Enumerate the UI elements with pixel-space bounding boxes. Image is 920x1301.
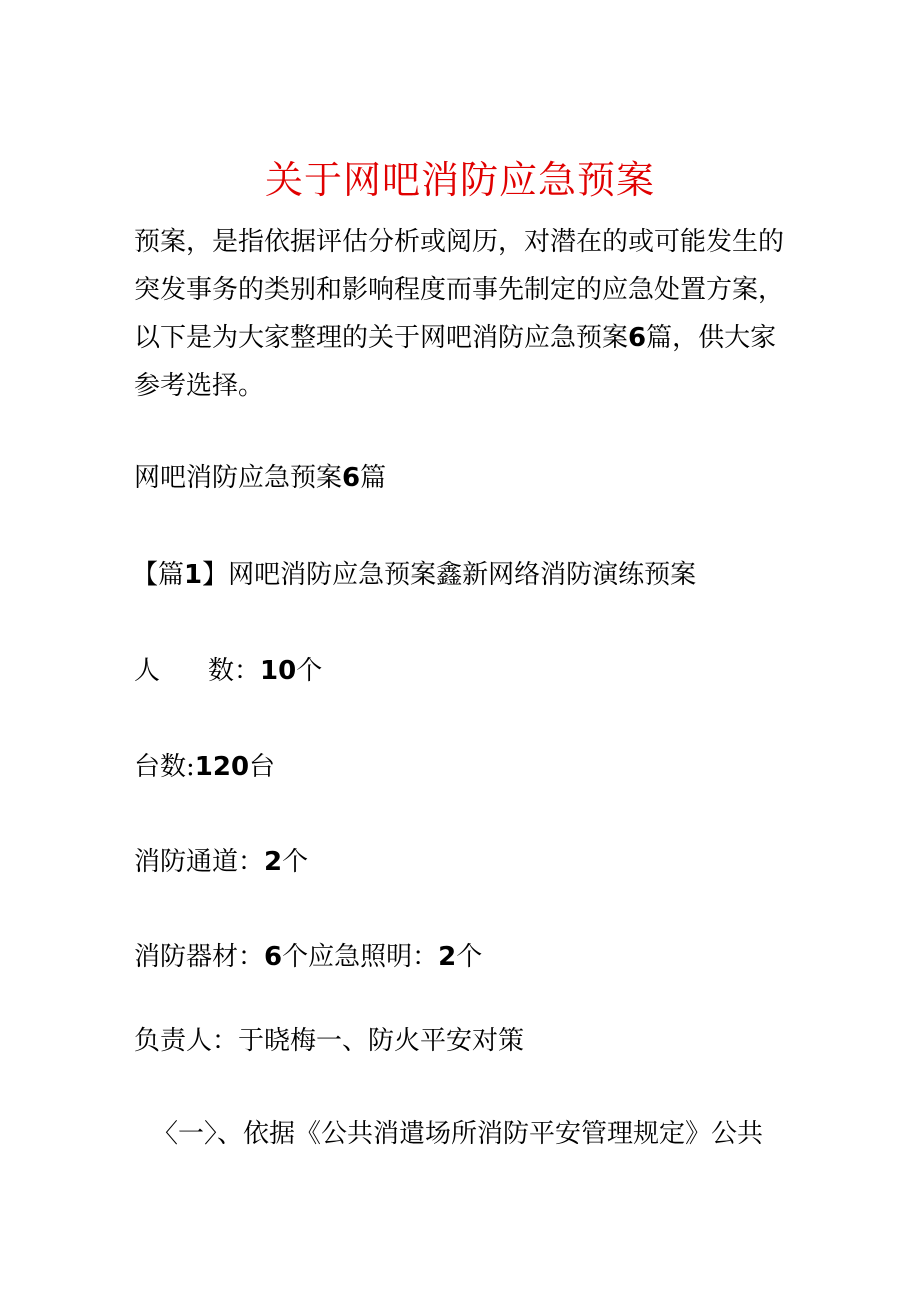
chapter-open: 【篇	[132, 560, 185, 590]
intro-paragraph	[134, 218, 799, 410]
people-unit: 个	[296, 656, 323, 686]
chapter-heading	[132, 555, 696, 595]
chapter-title: 网吧消防应急预案鑫新网络消防演练预案	[228, 560, 697, 590]
manager-line: 负责人：于晓梅一、防火平安对策	[134, 1026, 525, 1056]
document-title: 关于网吧消防应急预案	[264, 158, 655, 202]
exits-label: 消防通道：	[134, 847, 265, 877]
heading-text: 网吧消防应急预案	[134, 463, 343, 493]
exits-unit: 个	[282, 847, 309, 877]
lighting-value: 2	[438, 942, 457, 972]
intro-count: 6	[628, 323, 647, 353]
people-label-a: 人	[134, 656, 161, 686]
intro-tail: 篇，供大家参考选择。	[134, 323, 777, 401]
exits-line	[134, 842, 308, 882]
equipment-unit: 个应急照明：	[282, 942, 439, 972]
equipment-label: 消防器材：	[134, 942, 265, 972]
intro-text: 预案，是指依据评估分析或阅历，对潜在的或可能发生的突发事务的类别和影响程度而事先制定的应急处置方案，以下是为大家整理的关于网吧消防应急预案	[134, 227, 785, 353]
machines-label: 台数:	[134, 752, 195, 782]
people-value: 10	[260, 656, 297, 686]
clause-line: 〈一〉、依据《公共消遣场所消防平安管理规定》公共	[152, 1119, 764, 1149]
equipment-line	[134, 937, 482, 977]
exits-value: 2	[264, 847, 283, 877]
section-heading	[134, 458, 386, 498]
people-label-b: 数：	[208, 656, 261, 686]
chapter-close: 】	[202, 560, 229, 590]
equipment-value: 6	[264, 942, 283, 972]
machines-unit: 台	[249, 752, 276, 782]
chapter-number: 1	[184, 560, 203, 590]
lighting-unit: 个	[456, 942, 483, 972]
heading-unit: 篇	[360, 463, 387, 493]
people-line	[134, 651, 322, 691]
machines-value: 120	[194, 752, 250, 782]
machines-line	[134, 747, 275, 787]
heading-count: 6	[342, 463, 361, 493]
